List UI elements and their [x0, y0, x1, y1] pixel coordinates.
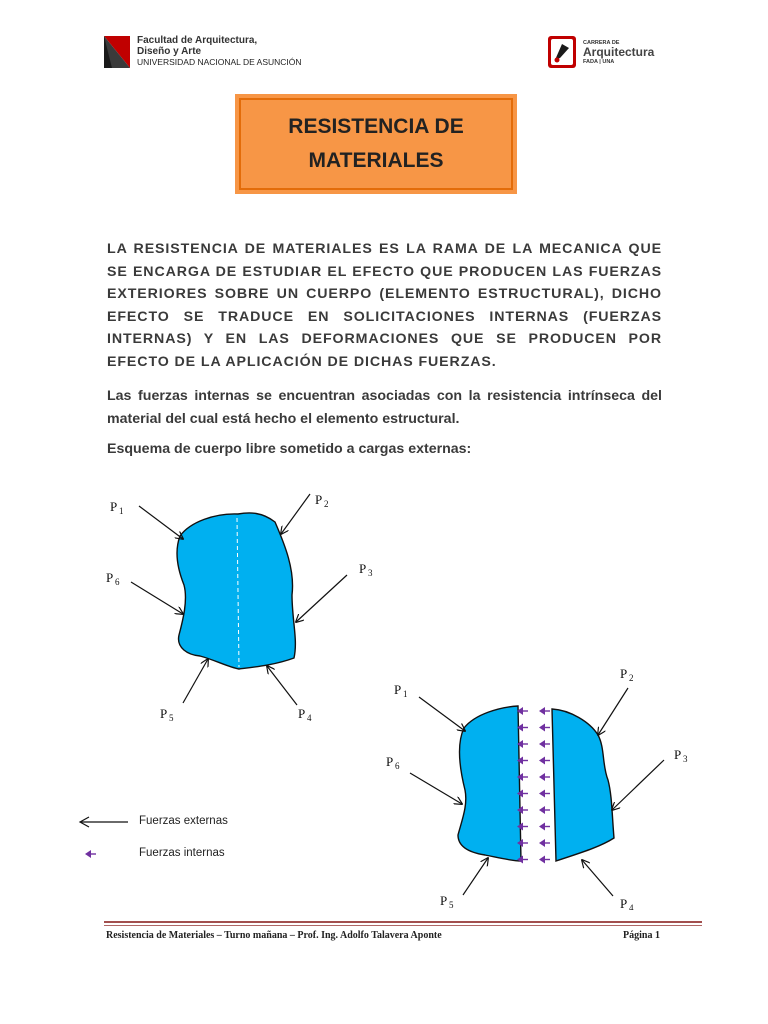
internal-forces-paragraph: Las fuerzas internas se encuentran asociadas con la resistencia intrínseca del material del cual está hecho el elemento estructural. — [107, 388, 662, 427]
label-p3b — [674, 747, 688, 764]
internal-force-arrow-right — [539, 839, 550, 847]
force-arrow-p5b — [463, 858, 488, 895]
force-arrow-p2b — [598, 688, 628, 735]
title-box — [233, 92, 519, 196]
label-p1-letter: P — [110, 499, 118, 514]
career-sub: FADA | UNA — [583, 59, 615, 65]
label-p1-index: 1 — [119, 506, 124, 516]
force-arrow-p2 — [281, 494, 310, 534]
faculty-logo-text — [137, 35, 302, 68]
label-p2b — [620, 666, 634, 683]
internal-force-arrow-right — [539, 724, 550, 732]
right-half-body — [552, 709, 614, 861]
title-line2: MATERIALES — [308, 149, 444, 172]
force-arrow-p3 — [296, 575, 347, 622]
label-p3b-letter: P — [674, 747, 682, 762]
label-p4b-index: 4 — [629, 903, 634, 910]
internal-force-arrow-right — [539, 806, 550, 814]
label-p1b-letter: P — [394, 682, 402, 697]
label-p3b-index: 3 — [683, 754, 688, 764]
footer-rule — [104, 921, 702, 927]
scheme-caption: Esquema de cuerpo libre sometido a cargas externas: — [107, 441, 472, 457]
label-p6 — [106, 570, 120, 587]
page-number: Página 1 — [623, 930, 660, 941]
legend-external-arrow-icon — [80, 817, 128, 827]
label-p5 — [160, 706, 174, 723]
label-p6-letter: P — [106, 570, 114, 585]
label-p3 — [359, 561, 373, 578]
label-p3-index: 3 — [368, 568, 373, 578]
faculty-name-line1: Facultad de Arquitectura, — [137, 35, 258, 46]
internal-force-arrow-right — [539, 823, 550, 831]
architecture-logo-text — [583, 40, 654, 65]
label-p6b — [386, 754, 400, 771]
label-p5-index: 5 — [169, 713, 174, 723]
legend-external-label: Fuerzas externas — [139, 815, 228, 827]
legend-internal-label: Fuerzas internas — [139, 847, 225, 859]
force-arrow-p6b — [410, 773, 462, 804]
force-arrow-p4 — [267, 666, 297, 705]
force-arrow-p5 — [183, 659, 208, 703]
footer-text: Resistencia de Materiales – Turno mañana – Prof. Ing. Adolfo Talavera Aponte — [106, 930, 442, 941]
architecture-logo-mark — [548, 36, 576, 68]
internal-force-arrow-right — [539, 757, 550, 765]
label-p4b — [620, 896, 634, 910]
label-p5b — [440, 893, 454, 910]
label-p2b-letter: P — [620, 666, 628, 681]
label-p4-letter: P — [298, 706, 306, 721]
legend-internal-arrow-icon — [85, 850, 96, 858]
label-p2b-index: 2 — [629, 673, 634, 683]
force-arrow-p4b — [582, 860, 613, 896]
label-p6-index: 6 — [115, 577, 120, 587]
label-p5b-letter: P — [440, 893, 448, 908]
label-p2 — [315, 492, 329, 509]
label-p6b-index: 6 — [395, 761, 400, 771]
force-arrow-p6 — [131, 582, 183, 614]
solid-body — [177, 513, 295, 669]
free-body-diagram — [0, 480, 768, 910]
label-p3-letter: P — [359, 561, 367, 576]
label-p1 — [110, 499, 124, 516]
internal-force-arrow-right — [539, 740, 550, 748]
label-p1b-index: 1 — [403, 689, 408, 699]
label-p6b-letter: P — [386, 754, 394, 769]
left-half-body — [458, 706, 521, 861]
label-p4b-letter: P — [620, 896, 628, 910]
label-p1b — [394, 682, 408, 699]
force-arrow-p1 — [139, 506, 183, 539]
internal-force-arrow-right — [539, 707, 550, 715]
faculty-logo-mark — [104, 36, 130, 68]
label-p4-index: 4 — [307, 713, 312, 723]
label-p2-letter: P — [315, 492, 323, 507]
label-p2-index: 2 — [324, 499, 329, 509]
internal-force-arrow-right — [539, 790, 550, 798]
intro-paragraph: LA RESISTENCIA DE MATERIALES ES LA RAMA DE LA MECANICA QUE SE ENCARGA DE ESTUDIAR EL EFECTO QUE PRODUCEN LAS FUERZAS EXTERIORES SOBRE UN CUERPO (ELEMENTO ESTRUCTURAL), DICHO EFECTO SE TRADUCE EN SOLICITACIONES INTERNAS (FUERZAS INTERNAS) Y EN LAS DEFORMACIONES QUE SE PRODUCEN POR EFECTO DE LA APLICACIÓN DE DICHAS FUERZAS. — [107, 241, 662, 370]
internal-forces — [517, 707, 550, 864]
force-arrow-p1b — [419, 697, 465, 731]
force-arrow-p3b — [612, 760, 664, 810]
internal-force-arrow-right — [539, 773, 550, 781]
university-name: UNIVERSIDAD NACIONAL DE ASUNCIÓN — [137, 57, 302, 67]
title-line1: RESISTENCIA DE — [288, 115, 464, 138]
career-name: Arquitectura — [583, 45, 655, 59]
faculty-name-line2: Diseño y Arte — [137, 46, 202, 57]
career-label: CARRERA DE — [583, 40, 620, 46]
internal-force-arrow-right — [539, 856, 550, 864]
label-p5b-index: 5 — [449, 900, 454, 910]
label-p4 — [298, 706, 312, 723]
label-p5-letter: P — [160, 706, 168, 721]
